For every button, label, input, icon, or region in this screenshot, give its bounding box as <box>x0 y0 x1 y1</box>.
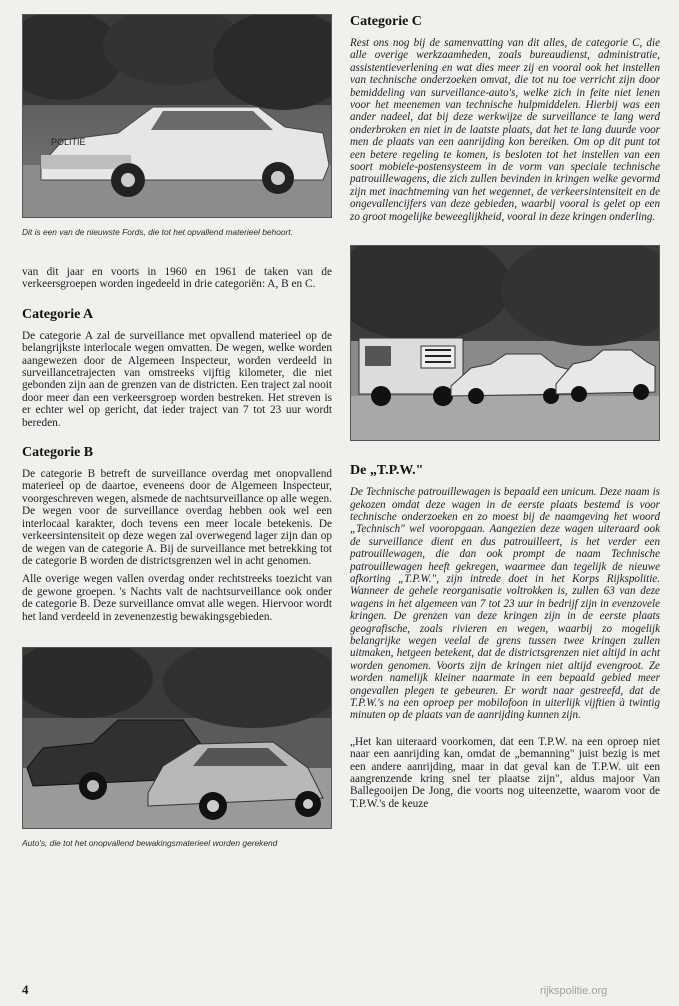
watermark: rijkspolitie.org <box>540 985 608 997</box>
ford-police-car-photo <box>22 14 332 218</box>
tpw-text: De Technische patrouillewagen is bepaald een unicum. Deze naam is gekozen omdat deze wagen in de eerste plaats bestemd is voor technische onderzoeken en zo moest bij de naamgeving het woord „Technisch" wel vooropgaan. Aangezien deze wagen uiteraard ook de surveillance dient en dus patrouilleert, is het verder een patrouillewagen, die dan ook prompt de naam Technische patrouillewagen heeft gekregen, waarmee dan tegelijk de nieuwe afkorting „T.P.W.", zijn intrede doet in het Korps Rijkspolitie. Wanneer de gehele reorganisatie voltrokken is, zullen 63 van deze wagens in het algemeen van 7 tot 23 uur in bedrijf zijn in evenzovele kringen. De grenzen van deze kringen zijn in de eerste plaats geografische, zoals rivieren en wegen, waarbij zo mogelijk belangrijke wegen veelal de grens tussen twee kringen zullen uitmaken, hetgeen betekent, dat de districtsgrenzen niet altijd in acht worden genomen. Voorts zijn de kringen niet altijd evengroot. Ze worden namelijk kleiner naarmate in een bepaald gebied meer ongevallen plegen te gebeuren. Er wordt naar gestreefd, dat de T.P.W.'s na een oproep per mobilofoon in uiterlijk vijftien à twintig minuten op de plaats van de aanrijding kunnen zijn. <box>350 486 660 722</box>
category-a-text: De categorie A zal de surveillance met opvallend materieel op de belangrijkste interlocale wegen omvatten. De wegen, welke worden aangewezen door de Algemeen Inspecteur, worden verdeeld in surveillancetrajecten van omstreeks vijftig kilometer, die niet gebonden zijn aan de grenzen van de districten. Een traject zal nooit door meer dan een verkeersgroep worden bestreken. Het streven is er echter wel op gericht, dat ieder traject van 7 tot 23 uur wordt bereden. <box>22 329 332 429</box>
section-heading: De „T.P.W." <box>350 463 424 479</box>
left-column <box>22 14 332 849</box>
section-heading: Categorie A <box>22 306 94 322</box>
category-b-text: De categorie B betreft de surveillance overdag met onopvallend materieel op de daartoe, eveneens door de Algemeen Inspecteur, voorgeschreven wegen, alsmede de nachtsurveillance op alle wegen. De wegen voor de surveillance overdag hebben ook wel een interlocaal karakter, doch tevens een meer locale betekenis. De verkeersintensiteit op deze wegen zal overwegend lager zijn dan op de wegen van de categorie A. Bij de surveillance met betrekking tot de categorie B worden de districtsgrenzen wel in acht genomen. Alle overige wegen vallen overdag onder rechtstreeks toezicht van de gewone groepen. 's Nachts valt de nachtsurveillance ook onder de categorie B. Deze surveillance omvat alle wegen. Hiervoor wordt het land verdeeld in zevenenzestig bewakingsgebieden. <box>22 468 333 623</box>
intro-paragraph: van dit jaar en voorts in 1960 en 1961 de taken van de verkeersgroepen worden ingedeeld in drie categoriën: A, B en C. <box>22 266 332 291</box>
svg-text:POLITIE: POLITIE <box>51 137 86 147</box>
tpw-vehicles-photo <box>350 245 660 441</box>
section-heading: Categorie B <box>22 445 94 461</box>
unmarked-cars-photo <box>22 647 332 829</box>
right-column <box>350 14 660 816</box>
photo-caption: Auto's, die tot het onopvallend bewakingsmaterieel worden gerekend <box>22 837 278 848</box>
photo-caption: Dit is een van de nieuwste Fords, die tot het opvallend materieel behoort. <box>22 227 293 237</box>
category-c-text: Rest ons nog bij de samenvatting van dit alles, de categorie C, die alle overige werkzaamheden, zoals bureaudienst, administratie, assistentieverlening en wat dies meer zij en vooral ook het instellen van technische onderzoeken omvat, die tot nu toe verricht zijn door bemiddeling van surveillance-auto's, welke zich in feite niet lenen voor het meenemen van technische hulpmiddelen. Hierbij was een ander nadeel, dat bij deze werkwijze de surveillance te lang werd onderbroken en niet in de laatste plaats, dat het te lang duurde voor men de plaats van een aanrijding kon bereiken. Om op dit punt tot een betere regeling te komen, is besloten tot het instellen van een soort mobiele-postensysteem in de vorm van speciale technische patrouillewagens, die zich zullen bevinden in kringen welke gevormd zijn met inachtneming van het wegennet, de verkeersintensiteit en de ongevallencijfers van deze gebieden, waarbij vooral is gelet op een zo groot mogelijke beweeglijkheid, vooral in deze kringen onderling. <box>350 37 660 223</box>
page-number: 4 <box>22 982 29 997</box>
quote-paragraph: „Het kan uiteraard voorkomen, dat een T.P.W. na een oproep niet naar een aanrijding kan, omdat de „bemanning" juist bezig is met een andere aanrijding, maar in dat geval kan de T.P.W. uit een aangrenzende kring snel ter plaatse zijn", aldus majoor Van Ballegooijen De Jong, die voorts nog uiteenzette, waarom voor de T.P.W.'s de keuze <box>350 735 660 810</box>
section-heading: Categorie C <box>350 14 422 29</box>
